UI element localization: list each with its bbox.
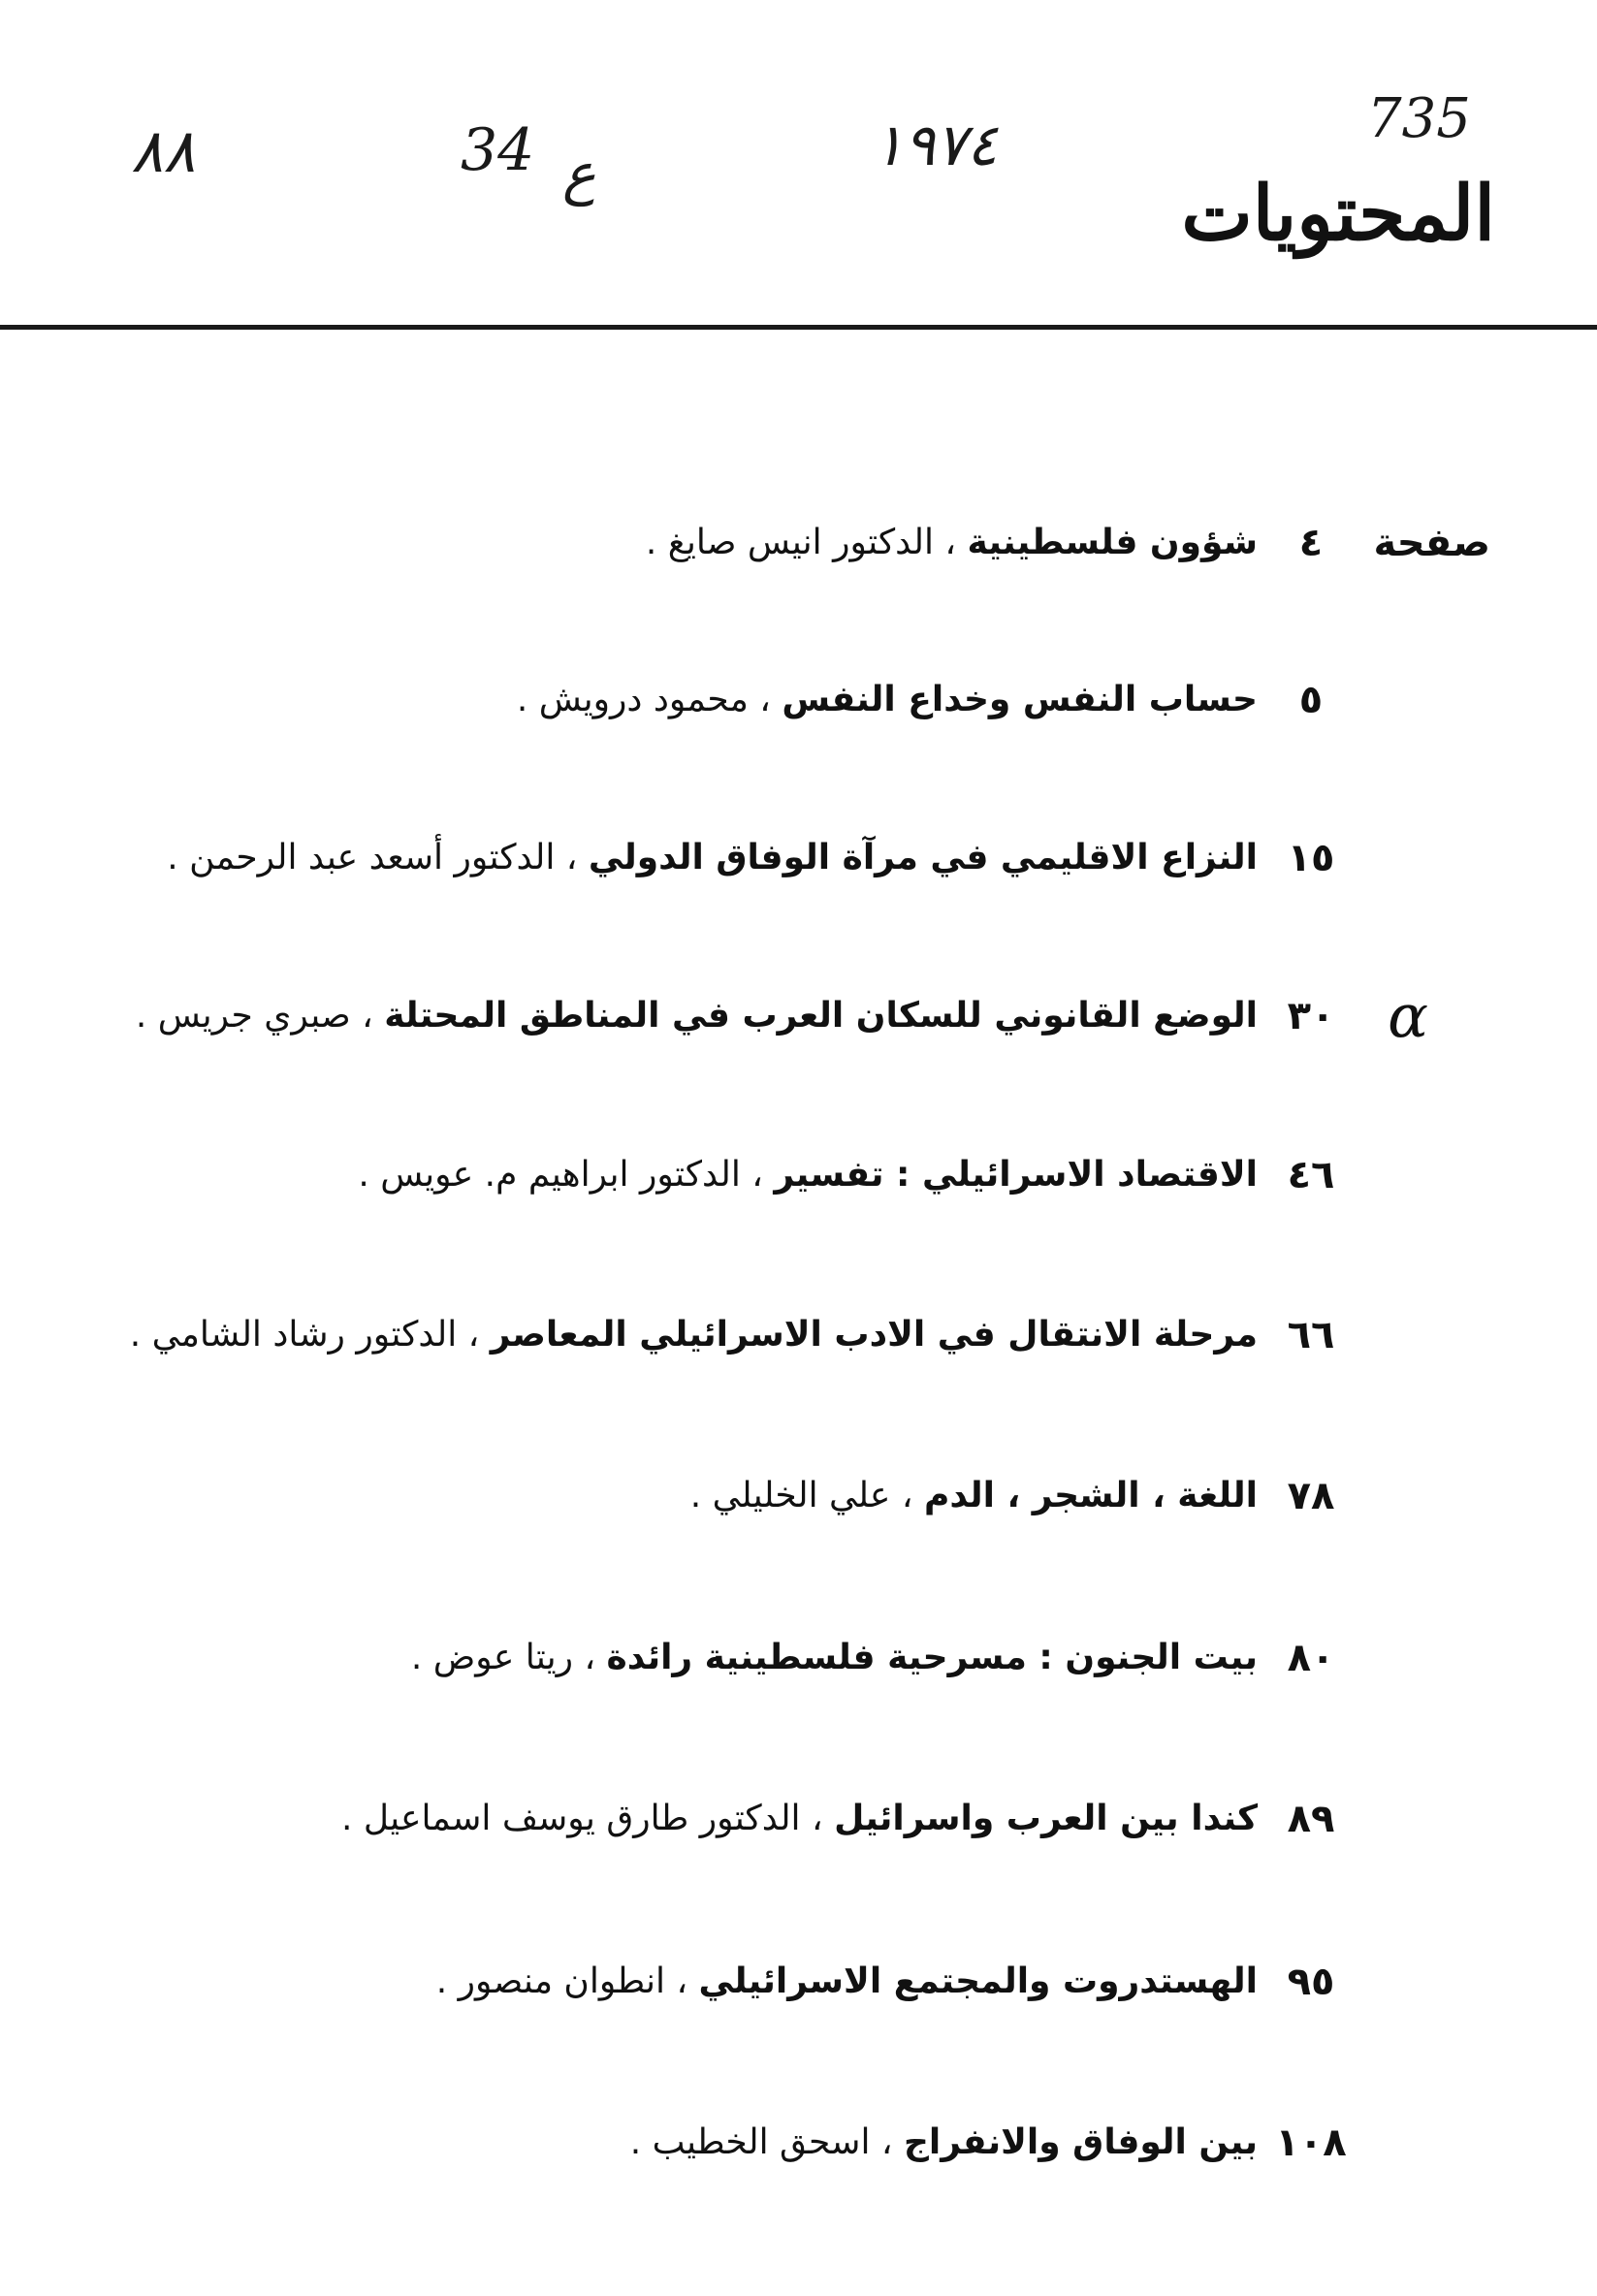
entry-title: كندا بين العرب واسرائيل bbox=[834, 1799, 1258, 1838]
handwritten-ref-number: 735 bbox=[1367, 87, 1471, 150]
entry-author: ، الدكتور انيس صايغ . bbox=[645, 523, 957, 562]
entry-text bbox=[341, 1780, 1258, 1858]
toc-entry bbox=[0, 1619, 1597, 1697]
entry-title: الهستدروت والمجتمع الاسرائيلي bbox=[698, 1961, 1258, 2001]
entry-title: النزاع الاقليمي في مرآة الوفاق الدولي bbox=[588, 838, 1258, 877]
entry-text bbox=[130, 1296, 1258, 1374]
page-number: ٦٦ bbox=[1287, 1313, 1335, 1357]
toc-entry bbox=[0, 504, 1597, 582]
entry-author: ، الدكتور ابراهيم م. عويس . bbox=[358, 1155, 763, 1195]
handwritten-issue-number: 34 bbox=[461, 116, 535, 184]
toc-entry bbox=[0, 1136, 1597, 1214]
entry-title: الاقتصاد الاسرائيلي : تفسير bbox=[774, 1155, 1258, 1195]
entry-title: اللغة ، الشجر ، الدم bbox=[923, 1476, 1258, 1515]
handwritten-year: ١٩٧٤ bbox=[873, 112, 998, 179]
page-number: ٩٥ bbox=[1287, 1960, 1335, 2004]
entry-text bbox=[646, 504, 1258, 582]
toc-entry bbox=[0, 2104, 1597, 2182]
entry-author: ، محمود درويش . bbox=[516, 680, 771, 719]
entry-text bbox=[630, 2104, 1258, 2182]
page-number: ٤ bbox=[1298, 521, 1324, 565]
entry-title: بيت الجنون : مسرحية فلسطينية رائدة bbox=[606, 1638, 1258, 1677]
handwritten-issue-letter: ع bbox=[562, 141, 596, 207]
page-number: ٨٠ bbox=[1287, 1636, 1335, 1680]
page-number: ٣٠ bbox=[1287, 994, 1335, 1038]
entry-text bbox=[136, 977, 1258, 1055]
page-number: ٧٨ bbox=[1287, 1474, 1335, 1518]
handwritten-count: ٨٨ bbox=[131, 115, 196, 186]
entry-author: ، اسحق الخطيب . bbox=[629, 2122, 893, 2162]
page-number: ٨٩ bbox=[1287, 1797, 1335, 1841]
toc-entry bbox=[0, 1780, 1597, 1858]
toc-entry bbox=[0, 819, 1597, 897]
entry-author: ، ريتا عوض . bbox=[410, 1638, 596, 1677]
page-label: صفحة bbox=[1373, 521, 1490, 565]
entry-author: ، الدكتور رشاد الشامي . bbox=[129, 1315, 480, 1355]
toc-entry bbox=[0, 977, 1597, 1055]
toc-entry bbox=[0, 1943, 1597, 2021]
page-title: المحتويات bbox=[1181, 170, 1495, 258]
toc-entry bbox=[0, 661, 1597, 739]
entry-title: بين الوفاق والانفراج bbox=[903, 2122, 1258, 2162]
entry-title: الوضع القانوني للسكان العرب في المناطق المحتلة bbox=[384, 996, 1258, 1036]
toc-entry bbox=[0, 1296, 1597, 1374]
entry-title: مرحلة الانتقال في الادب الاسرائيلي المعاصر bbox=[490, 1315, 1258, 1355]
entry-text bbox=[358, 1136, 1258, 1214]
entry-title: حساب النفس وخداع النفس bbox=[782, 680, 1258, 719]
entry-text bbox=[517, 661, 1258, 739]
entry-author: ، الدكتور أسعد عبد الرحمن . bbox=[167, 838, 578, 877]
entry-author: ، علي الخليلي . bbox=[689, 1476, 913, 1515]
header-divider bbox=[0, 325, 1597, 330]
entry-author: ، صبري جريس . bbox=[135, 996, 373, 1036]
page-number: ١٠٨ bbox=[1275, 2121, 1347, 2165]
entry-title: شؤون فلسطينية bbox=[967, 523, 1258, 562]
toc-entry bbox=[0, 1457, 1597, 1535]
entry-text bbox=[167, 819, 1258, 897]
entry-author: ، الدكتور طارق يوسف اسماعيل . bbox=[340, 1799, 823, 1838]
page-number: ٤٦ bbox=[1287, 1153, 1335, 1197]
entry-author: ، انطوان منصور . bbox=[435, 1961, 688, 2001]
entry-text bbox=[411, 1619, 1258, 1697]
entry-text bbox=[690, 1457, 1258, 1535]
entry-text bbox=[436, 1943, 1258, 2021]
page-number: ١٥ bbox=[1287, 836, 1335, 880]
page-number: ٥ bbox=[1298, 678, 1324, 722]
margin-mark: α bbox=[1388, 980, 1428, 1051]
